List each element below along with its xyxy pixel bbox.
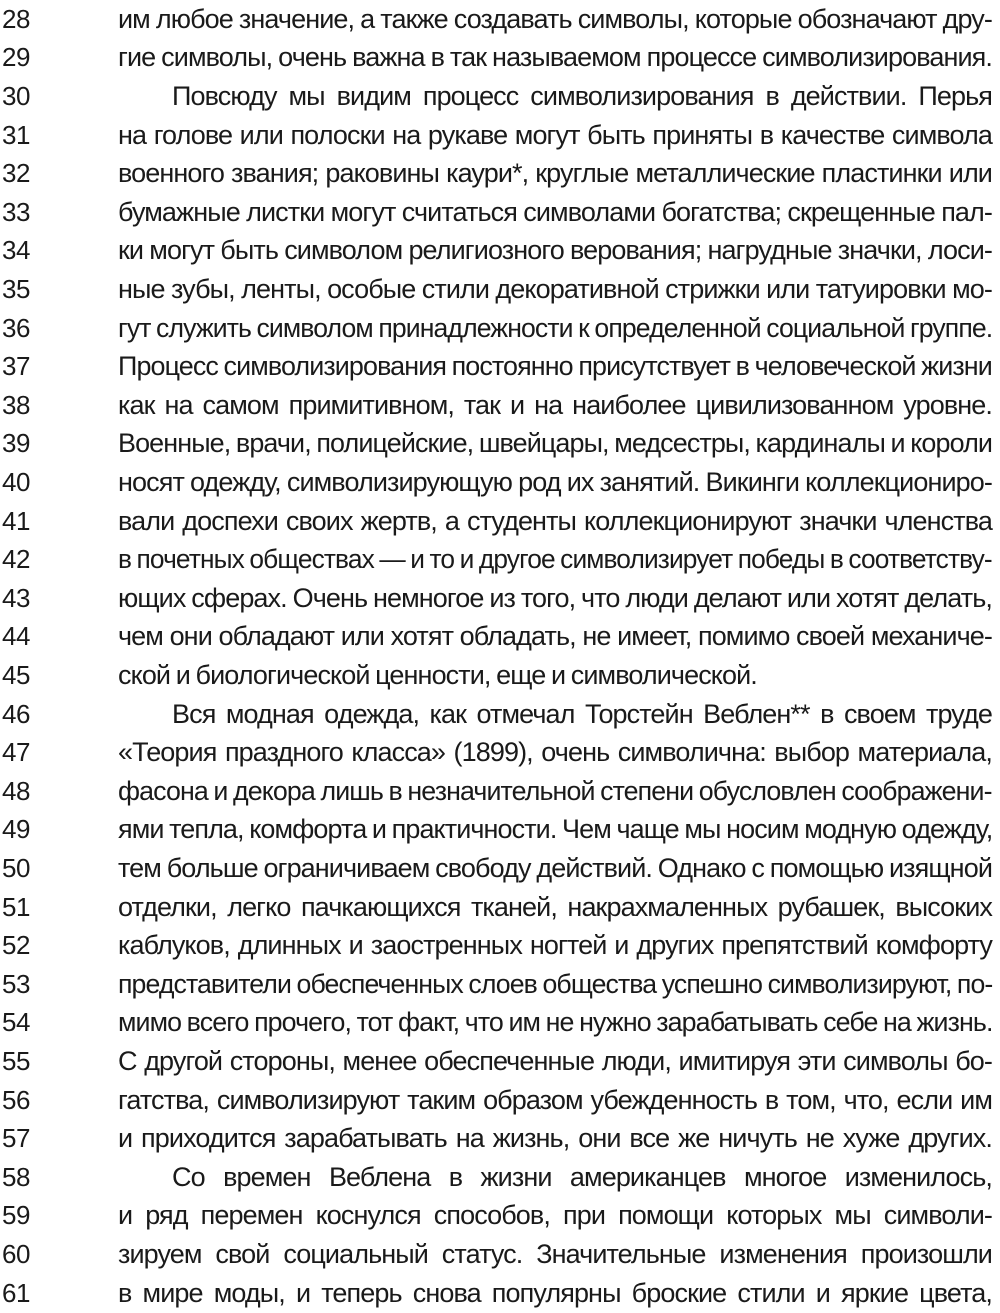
line-number: 29 <box>2 42 30 73</box>
text-line <box>0 39 1000 78</box>
line-text: им любое значение, а также создавать символы, которые обозначают дру- <box>118 3 992 34</box>
line-number: 36 <box>2 312 30 343</box>
line-text: зируем свой социальный статус. Значительные изменения произошли <box>118 1238 992 1269</box>
line-text: Вся модная одежда, как отмечал Торстейн Веблен** в своем труде <box>172 698 992 729</box>
line-text: фасона и декора лишь в незначительной степени обусловлен соображени- <box>118 775 992 806</box>
line-number: 28 <box>2 3 30 34</box>
line-number: 48 <box>2 775 30 806</box>
line-text: как на самом примитивном, так и на наиболее цивилизованном уровне. <box>118 389 992 420</box>
line-number: 47 <box>2 737 30 768</box>
line-text: в почетных обществах — и то и другое символизирует победы в соответству- <box>118 544 992 575</box>
line-text: чем они обладают или хотят обладать, не имеет, помимо своей механиче- <box>118 621 992 652</box>
line-text: мимо всего прочего, тот факт, что им не нужно зарабатывать себе на жизнь. <box>118 1007 993 1038</box>
text-line <box>0 463 1000 502</box>
text-line <box>0 926 1000 965</box>
line-number: 43 <box>2 582 30 613</box>
line-text: гатства, символизируют таким образом убежденность в том, что, если им <box>118 1084 992 1115</box>
line-number: 52 <box>2 930 30 961</box>
text-line <box>0 154 1000 193</box>
line-text: «Теория праздного класса» (1899), очень символична: выбор материала, <box>118 737 992 768</box>
line-number: 40 <box>2 466 30 497</box>
line-number: 31 <box>2 119 30 150</box>
line-text: представители обеспеченных слоев общества успешно символизируют, по- <box>118 968 993 999</box>
text-line <box>0 579 1000 618</box>
line-number: 35 <box>2 273 30 304</box>
text-line <box>0 232 1000 271</box>
line-number: 60 <box>2 1238 30 1269</box>
text-line <box>0 425 1000 464</box>
line-text: гие символы, очень важна в так называемом процессе символизирования. <box>118 42 992 73</box>
line-number: 57 <box>2 1123 30 1154</box>
text-line <box>0 733 1000 772</box>
line-text: Процесс символизирования постоянно присутствует в человеческой жизни <box>118 351 992 382</box>
text-line <box>0 347 1000 386</box>
text-line <box>0 540 1000 579</box>
text-line <box>0 1197 1000 1236</box>
text-line <box>0 309 1000 348</box>
text-line <box>0 695 1000 734</box>
text-line <box>0 193 1000 232</box>
line-number: 55 <box>2 1045 30 1076</box>
line-text: Со времен Веблена в жизни американцев многое изменилось, <box>172 1161 992 1192</box>
text-line <box>0 1274 1000 1313</box>
line-text: Военные, врачи, полицейские, швейцары, медсестры, кардиналы и короли <box>118 428 993 459</box>
line-number: 44 <box>2 621 30 652</box>
line-number: 33 <box>2 196 30 227</box>
line-text: ской и биологической ценности, еще и символической. <box>118 659 757 690</box>
text-line <box>0 502 1000 541</box>
line-number: 46 <box>2 698 30 729</box>
line-text: С другой стороны, менее обеспеченные люди, имитируя эти символы бо- <box>118 1045 992 1076</box>
text-line <box>0 1158 1000 1197</box>
text-line <box>0 77 1000 116</box>
line-number: 49 <box>2 814 30 845</box>
line-number: 53 <box>2 968 30 999</box>
line-text: и ряд перемен коснулся способов, при помощи которых мы символи- <box>118 1200 992 1231</box>
line-number: 39 <box>2 428 30 459</box>
line-number: 42 <box>2 544 30 575</box>
text-line <box>0 1004 1000 1043</box>
line-text: гут служить символом принадлежности к определенной социальной группе. <box>118 312 993 343</box>
line-number: 61 <box>2 1277 30 1308</box>
line-text: ные зубы, ленты, особые стили декоративной стрижки или татуировки мо- <box>118 273 992 304</box>
line-text: носят одежду, символизирующую род их занятий. Викинги коллекциониро- <box>118 466 992 497</box>
text-line <box>0 116 1000 155</box>
text-line <box>0 965 1000 1004</box>
line-number: 34 <box>2 235 30 266</box>
text-line <box>0 270 1000 309</box>
line-text: бумажные листки могут считаться символами богатства; скрещенные пал- <box>118 196 992 227</box>
line-text: вали доспехи своих жертв, а студенты коллекционируют значки членства <box>118 505 992 536</box>
line-text: Повсюду мы видим процесс символизирования в действии. Перья <box>172 80 992 111</box>
line-text: ки могут быть символом религиозного верования; нагрудные значки, лоси- <box>118 235 992 266</box>
text-line <box>0 1081 1000 1120</box>
text-line <box>0 618 1000 657</box>
line-number: 58 <box>2 1161 30 1192</box>
line-text: каблуков, длинных и заостренных ногтей и других препятствий комфорту <box>118 930 992 961</box>
text-line <box>0 1042 1000 1081</box>
text-line <box>0 772 1000 811</box>
line-number: 54 <box>2 1007 30 1038</box>
text-line <box>0 1235 1000 1274</box>
line-text: в мире моды, и теперь снова популярны броские стили и яркие цвета, <box>118 1277 992 1308</box>
line-text: отделки, легко пачкающихся тканей, накрахмаленных рубашек, высоких <box>118 891 992 922</box>
line-text: военного звания; раковины каури*, круглые металлические пластинки или <box>118 158 992 189</box>
line-text: ями тепла, комфорта и практичности. Чем чаще мы носим модную одежду, <box>118 814 993 845</box>
line-text: ющих сферах. Очень немногое из того, что люди делают или хотят делать, <box>118 582 992 613</box>
line-text: тем больше ограничиваем свободу действий. Однако с помощью изящной <box>118 852 992 883</box>
line-text: на голове или полоски на рукаве могут быть приняты в качестве символа <box>118 119 992 150</box>
line-number: 51 <box>2 891 30 922</box>
line-number: 41 <box>2 505 30 536</box>
line-number: 30 <box>2 80 30 111</box>
line-number: 45 <box>2 659 30 690</box>
line-number: 32 <box>2 158 30 189</box>
line-number: 37 <box>2 351 30 382</box>
text-line <box>0 386 1000 425</box>
line-number: 50 <box>2 852 30 883</box>
text-line <box>0 888 1000 927</box>
line-number: 38 <box>2 389 30 420</box>
text-line <box>0 0 1000 39</box>
line-text: и приходится зарабатывать на жизнь, они все же ничуть не хуже других. <box>118 1123 992 1154</box>
text-line <box>0 656 1000 695</box>
line-number: 56 <box>2 1084 30 1115</box>
text-line <box>0 1119 1000 1158</box>
line-number: 59 <box>2 1200 30 1231</box>
text-line <box>0 849 1000 888</box>
text-line <box>0 811 1000 850</box>
